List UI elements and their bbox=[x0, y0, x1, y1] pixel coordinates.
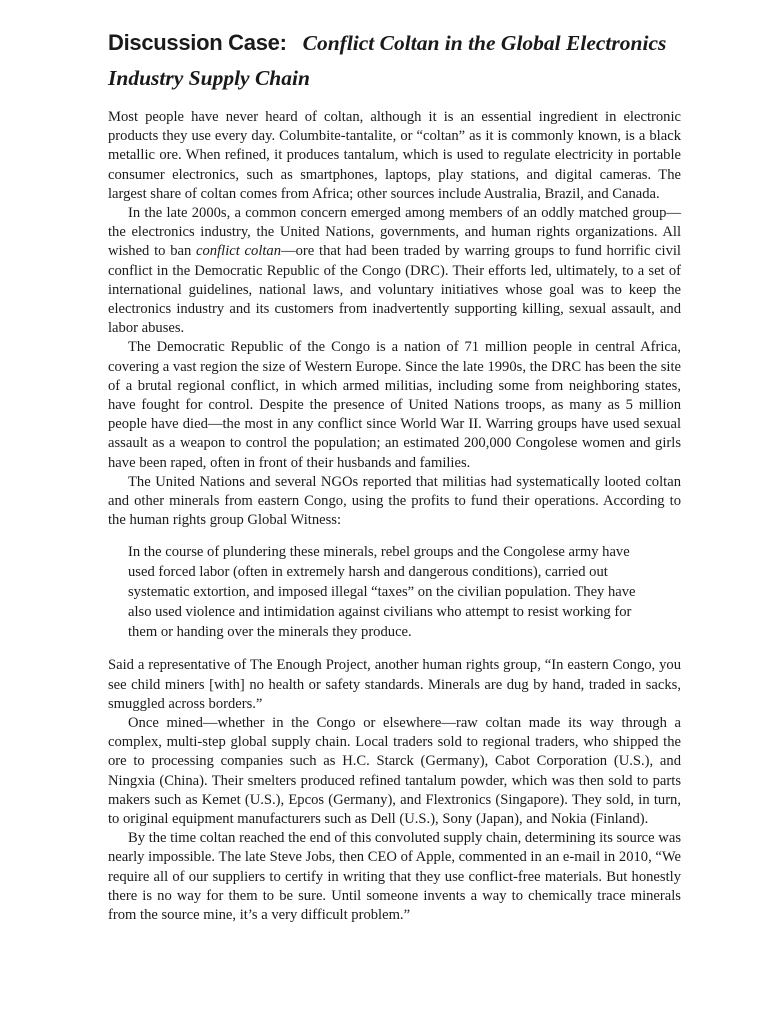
paragraph-concern-start: In the late 2000s, a common concern emerged among members of an oddly matched group—the electronics industry, the United Nations, governments, and human rights organizations. All wished to ban bbox=[108, 205, 681, 260]
case-heading bbox=[108, 24, 681, 94]
case-label: Discussion Case: bbox=[108, 30, 287, 55]
case-body bbox=[108, 108, 681, 925]
paragraph-supply-chain: Once mined—whether in the Congo or elsewhere—raw coltan made its way through a complex, multi-step global supply chain. Local traders sold to regional traders, who shipped the ore to processing companies such as H.C. Starck (Germany), Cabot Corporation (U.S.), and Ningxia (China). Their smelters produced refined tantalum powder, which was then sold to parts makers such as Kemet (U.S.), Epcos (Germany), and Flextronics (Singapore). They sold, in turn, to original equipment manufacturers such as Dell (U.S.), Sony (Japan), and Nokia (Finland). bbox=[108, 715, 681, 828]
global-witness-quote: In the course of plundering these minerals, rebel groups and the Congolese army have used forced labor (often in extremely harsh and dangerous conditions), carried out systematic extortion, and imposed illegal “taxes” on the civilian population. They have also used violence and intimidation against civilians who attempt to resist working for them or handing over the minerals they produce. bbox=[128, 544, 636, 640]
paragraph-drc: The Democratic Republic of the Congo is a nation of 71 million people in central Africa, covering a vast region the size of Western Europe. Since the late 1990s, the DRC has been the site of a brutal regional conflict, in which armed militias, including some from neighboring states, have fought for control. Despite the presence of United Nations troops, as many as 5 million people have died—the most in any conflict since World War II. Warring groups have used sexual assault as a weapon to control the population; an estimated 200,000 Congolese women and girls have been raped, often in front of their husbands and families. bbox=[108, 339, 681, 471]
paragraph-enough-project: Said a representative of The Enough Project, another human rights group, “In eastern Congo, you see child miners [with] no health or safety standards. Minerals are dug by hand, traded in sacks, smuggled across borders.” bbox=[108, 657, 681, 712]
paragraph-intro: Most people have never heard of coltan, although it is an essential ingredient in electronic products they use every day. Columbite-tantalite, or “coltan” as it is commonly known, is a black metallic ore. When refined, it produces tantalum, which is used to regulate electricity in portable consumer electronics, such as smartphones, laptops, play stations, and digital cameras. The largest share of coltan comes from Africa; other sources include Australia, Brazil, and Canada. bbox=[108, 109, 681, 202]
conflict-coltan-term: conflict coltan bbox=[196, 243, 282, 260]
paragraph-concern-end: —ore that had been traded by warring groups to fund horrific civil conflict in the Democratic Republic of the Congo (DRC). Their efforts led, ultimately, to a set of international guidelines, national laws, and voluntary initiatives whose goal was to keep the electronics industry and its customers from inadvertently supporting killing, sexual assault, and labor abuses. bbox=[108, 243, 681, 337]
paragraph-concern bbox=[108, 204, 681, 338]
paragraph-un-ngos: The United Nations and several NGOs reported that militias had systematically looted coltan and other minerals from eastern Congo, using the profits to fund their operations. According to the human rights group Global Witness: bbox=[108, 473, 681, 529]
case-title: Conflict Coltan in the Global Electronics Industry Supply Chain bbox=[108, 31, 667, 90]
paragraph-steve-jobs: By the time coltan reached the end of this convoluted supply chain, determining its source was nearly impossible. The late Steve Jobs, then CEO of Apple, commented in an e-mail in 2010, “We require all of our suppliers to certify in writing that they use conflict-free materials. But honestly there is no way for them to be sure. Until someone invents a way to chemically trace minerals from the source mine, it’s a very difficult problem.” bbox=[108, 830, 681, 924]
